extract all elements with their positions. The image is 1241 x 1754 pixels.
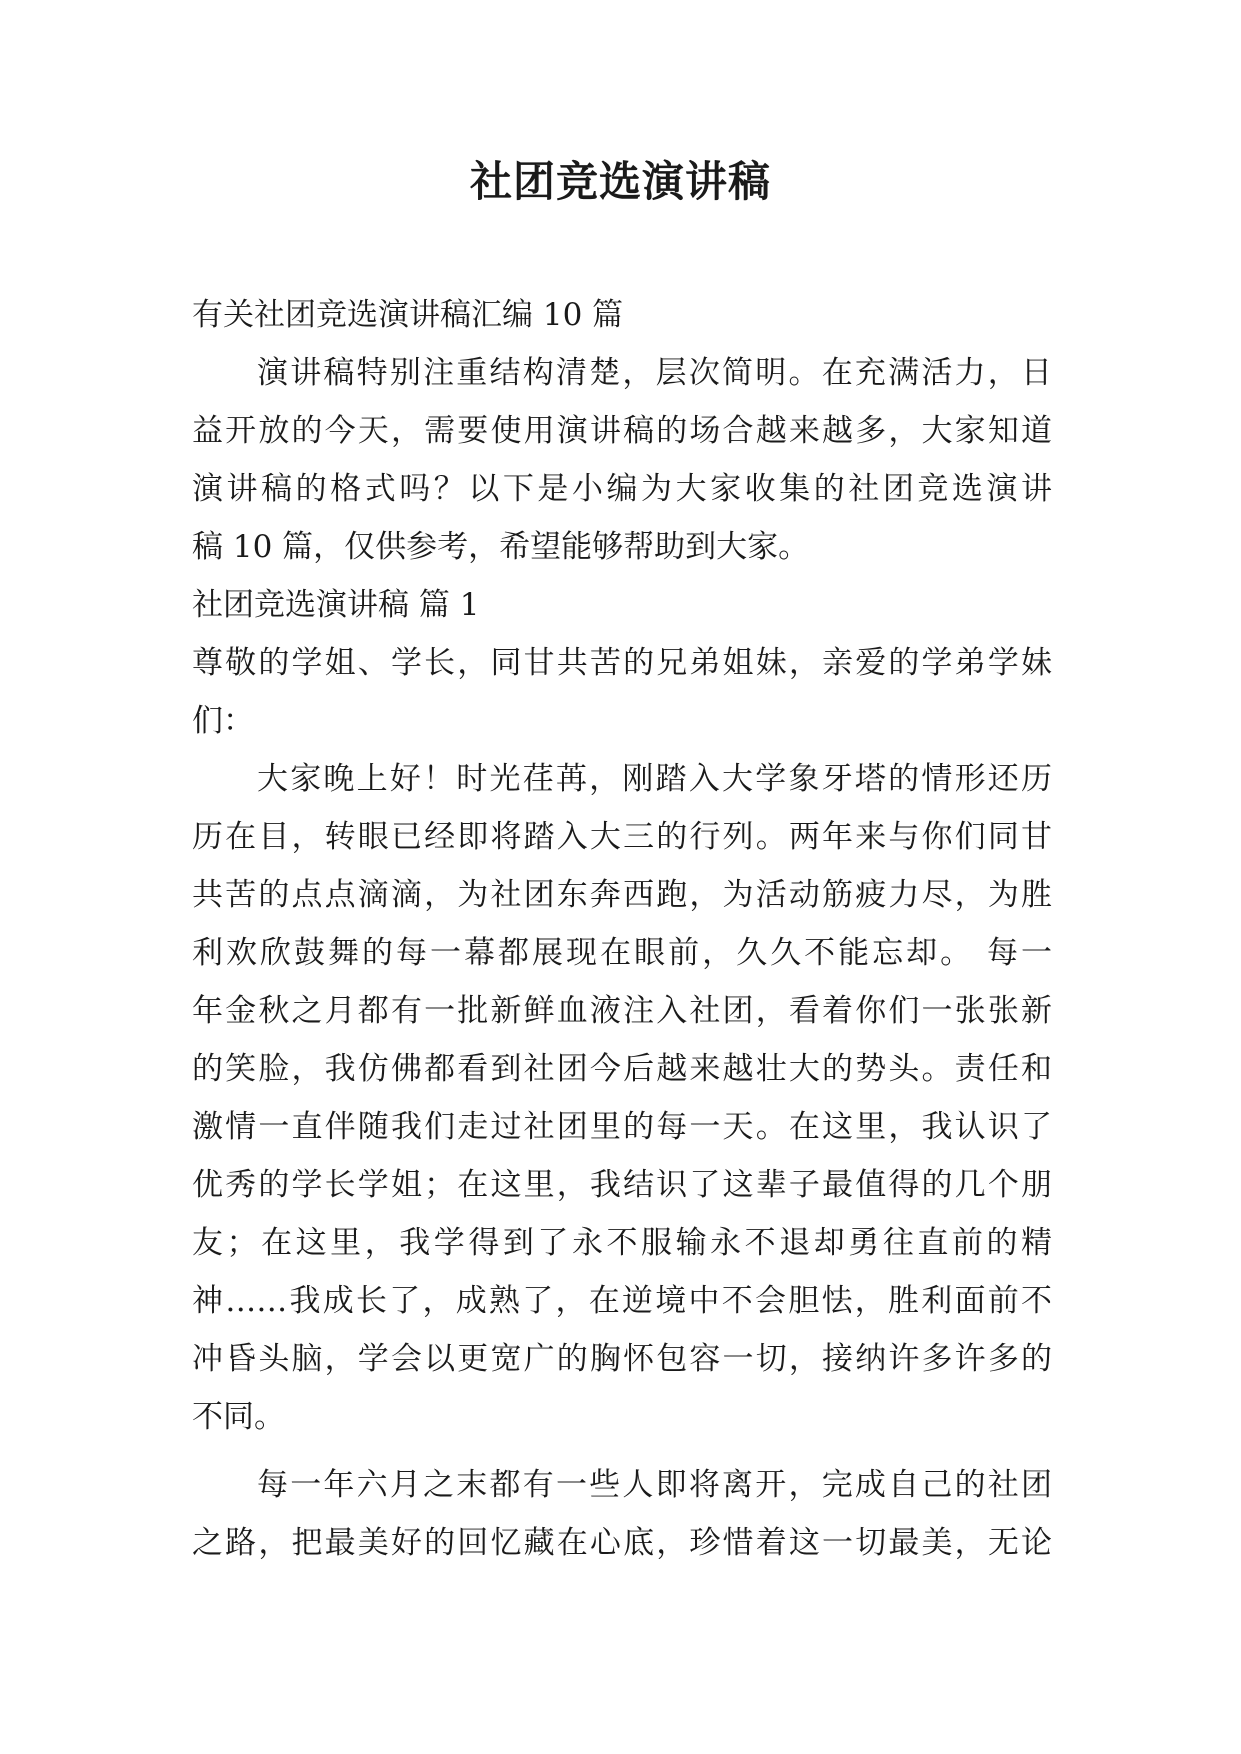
intro-line-3: 演讲稿的格式吗？以下是小编为大家收集的社团竞选演讲 <box>192 471 1052 507</box>
body-line-1: 大家晚上好！时光荏苒，刚踏入大学象牙塔的情形还历 <box>257 761 1052 797</box>
section-heading: 社团竞选演讲稿 篇 1 <box>192 587 480 623</box>
body-line-8: 优秀的学长学姐；在这里，我结识了这辈子最值得的几个朋 <box>192 1167 1052 1203</box>
body-line-12: 不同。 <box>192 1399 285 1435</box>
greeting-line-2: 们： <box>192 703 254 739</box>
document-title: 社团竞选演讲稿 <box>469 157 771 206</box>
body-line-3: 共苦的点点滴滴，为社团东奔西跑，为活动筋疲力尽，为胜 <box>192 877 1052 913</box>
intro-line-4: 稿 10 篇，仅供参考，希望能够帮助到大家。 <box>192 529 810 565</box>
body-line-10: 神……我成长了，成熟了，在逆境中不会胆怯，胜利面前不 <box>192 1283 1052 1319</box>
body-line-11: 冲昏头脑，学会以更宽广的胸怀包容一切，接纳许多许多的 <box>192 1341 1052 1377</box>
body-line-13: 每一年六月之末都有一些人即将离开，完成自己的社团 <box>257 1467 1052 1503</box>
intro-line-1: 演讲稿特别注重结构清楚，层次简明。在充满活力，日 <box>257 355 1052 391</box>
intro-line-2: 益开放的今天，需要使用演讲稿的场合越来越多，大家知道 <box>192 413 1052 449</box>
body-line-14: 之路，把最美好的回忆藏在心底，珍惜着这一切最美，无论 <box>192 1525 1052 1561</box>
body-line-2: 历在目，转眼已经即将踏入大三的行列。两年来与你们同甘 <box>192 819 1052 855</box>
body-line-9: 友；在这里，我学得到了永不服输永不退却勇往直前的精 <box>192 1225 1052 1261</box>
body-line-4: 利欢欣鼓舞的每一幕都展现在眼前，久久不能忘却。 每一 <box>192 935 1052 971</box>
body-line-5: 年金秋之月都有一批新鲜血液注入社团，看着你们一张张新 <box>192 993 1052 1029</box>
greeting-line-1: 尊敬的学姐、学长，同甘共苦的兄弟姐妹，亲爱的学弟学妹 <box>192 645 1052 681</box>
body-line-6: 的笑脸，我仿佛都看到社团今后越来越壮大的势头。责任和 <box>192 1051 1052 1087</box>
subtitle-line: 有关社团竞选演讲稿汇编 10 篇 <box>192 297 624 333</box>
body-line-7: 激情一直伴随我们走过社团里的每一天。在这里，我认识了 <box>192 1109 1052 1145</box>
